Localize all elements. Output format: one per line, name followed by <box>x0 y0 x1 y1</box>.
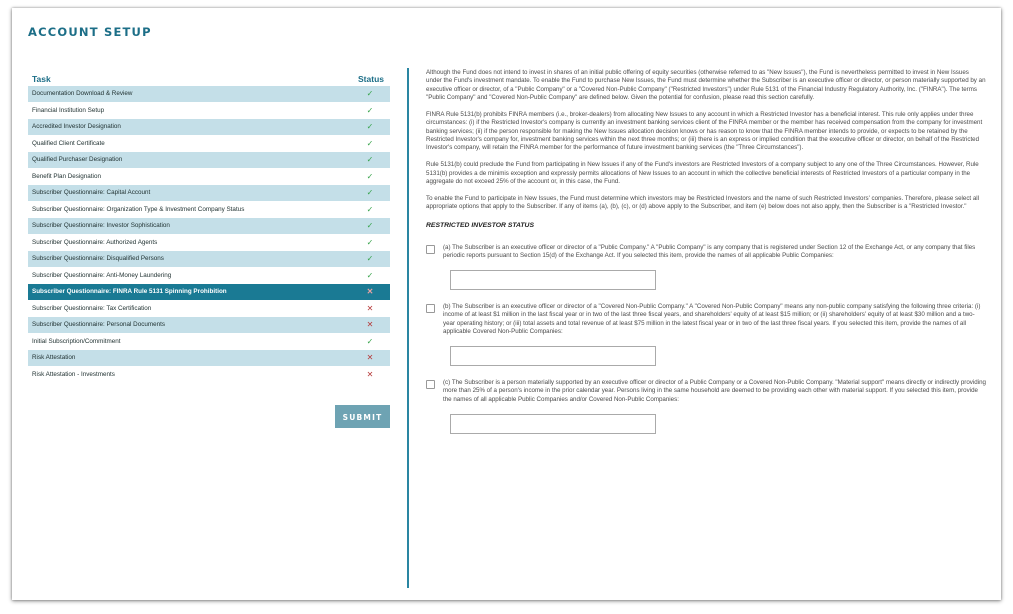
task-label: Subscriber Questionnaire: FINRA Rule 5131 Spinning Prohibition <box>32 288 227 296</box>
option-c-text: (c) The Subscriber is a person materially supported by an executive officer or director of a Public Company or a Covered Non-Public Company. "Material support" means directly or indirectly providing more than 25% of a person's income in the prior calendar year. Persons living in the same household are deemed to be providing each other with material support. If you selected this item, provide the names of all applicable Public Companies and/or Covered Non-Public Companies: <box>443 379 986 403</box>
check-icon: ✓ <box>366 204 374 214</box>
option-c-checkbox[interactable] <box>426 380 435 389</box>
task-label: Subscriber Questionnaire: Authorized Agents <box>32 238 158 246</box>
intro-paragraph-3: Rule 5131(b) could preclude the Fund from participating in New Issues if any of the Fund's investors are Restricted Investors of a company subject to any one of the Three Circumstances. However, Rule 5131(b) provides a de minimis exception and expressly permits allocations of New Issues to an account in which the collective beneficial interests of Restricted Investors of a particular company in the aggregate do not exceed 25% of the account or, in this case, the Fund. <box>426 161 979 185</box>
cross-icon: ✕ <box>366 369 374 379</box>
vertical-divider <box>407 68 409 588</box>
task-table <box>28 72 390 383</box>
task-row[interactable] <box>28 202 390 218</box>
intro-paragraph-1: Although the Fund does not intend to invest in shares of an initial public offering of equity securities (otherwise referred to as "New Issues"), the Fund is nevertheless permitted to invest in New Issues under the Fund's investment mandate. To enable the Fund to purchase New Issues, the Fund must determine whether the Subscriber is an executive officer or director, or person materially supported by an executive officer or director, of a "Public Company" or a "Covered Non-Public Company" ("Restricted Investors") under Rule 5131 of the Financial Industry Regulatory Authority, Inc. ("FINRA"). The terms "Public Company" and "Covered Non-Public Company" are defined below. Given the potential for confusion, please read this section carefully. <box>426 69 986 101</box>
task-list <box>28 86 390 382</box>
task-row[interactable] <box>28 136 390 152</box>
task-table-header <box>28 72 390 86</box>
task-row[interactable] <box>28 86 390 102</box>
task-row[interactable] <box>28 235 390 251</box>
task-row[interactable] <box>28 284 390 300</box>
task-row[interactable] <box>28 268 390 284</box>
submit-button[interactable]: SUBMIT <box>335 405 390 428</box>
task-row[interactable] <box>28 301 390 317</box>
content-panel <box>426 69 986 447</box>
task-label: Qualified Purchaser Designation <box>32 156 123 164</box>
task-row[interactable] <box>28 350 390 366</box>
task-row[interactable] <box>28 185 390 201</box>
cross-icon: ✕ <box>366 287 374 297</box>
task-row[interactable] <box>28 367 390 383</box>
task-label: Initial Subscription/Commitment <box>32 337 121 345</box>
cross-icon: ✕ <box>366 353 374 363</box>
task-label: Subscriber Questionnaire: Personal Documents <box>32 321 166 329</box>
task-label: Qualified Client Certificate <box>32 139 105 147</box>
option-b-text: (b) The Subscriber is an executive officer or director of a "Covered Non-Public Company." A "Covered Non-Public Company" means any non-public company satisfying the following three criteria: (i) income of at least $1 million in the last fiscal year or in two of the last three fiscal years, and shareholders' equity of at least $15 million; or (ii) shareholders' equity of at least $30 million and a two-year operating history; or (iii) total assets and total revenue of at least $75 million in the latest fiscal year or in two of the last three fiscal years. If you selected this item, provide the names of all applicable Covered Non-Public Companies: <box>443 303 981 335</box>
task-row[interactable] <box>28 317 390 333</box>
task-label: Documentation Download & Review <box>32 90 133 98</box>
option-b <box>426 303 986 336</box>
option-b-input[interactable] <box>450 346 656 366</box>
intro-paragraph-4: To enable the Fund to participate in New Issues, the Fund must determine which investors may be Restricted Investors and the name of such Restricted Investors' companies. Therefore, please select all appropriate options that apply to the Subscriber. If any of items (a), (b), (c), or (d) above apply to the Subscriber, and item (e) below does not also apply, then the Subscriber is a "Restricted Investor." <box>426 195 980 211</box>
check-icon: ✓ <box>366 89 374 99</box>
task-label: Subscriber Questionnaire: Investor Sophistication <box>32 222 170 230</box>
task-row[interactable] <box>28 152 390 168</box>
task-column-header: Task <box>32 74 51 84</box>
task-row[interactable] <box>28 119 390 135</box>
task-row[interactable] <box>28 103 390 119</box>
check-icon: ✓ <box>366 138 374 148</box>
task-label: Subscriber Questionnaire: Organization Type & Investment Company Status <box>32 205 245 213</box>
option-a <box>426 244 986 261</box>
check-icon: ✓ <box>366 221 374 231</box>
page-title: ACCOUNT SETUP <box>28 25 152 39</box>
status-column-header: Status <box>358 74 384 84</box>
check-icon: ✓ <box>366 105 374 115</box>
check-icon: ✓ <box>366 237 374 247</box>
task-label: Subscriber Questionnaire: Anti-Money Laundering <box>32 271 172 279</box>
task-label: Benefit Plan Designation <box>32 172 101 180</box>
check-icon: ✓ <box>366 254 374 264</box>
option-c <box>426 379 986 404</box>
cross-icon: ✕ <box>366 320 374 330</box>
check-icon: ✓ <box>366 188 374 198</box>
cross-icon: ✕ <box>366 303 374 313</box>
check-icon: ✓ <box>366 171 374 181</box>
check-icon: ✓ <box>366 270 374 280</box>
task-label: Accredited Investor Designation <box>32 123 121 131</box>
task-label: Subscriber Questionnaire: Tax Certification <box>32 304 152 312</box>
task-label: Subscriber Questionnaire: Capital Account <box>32 189 151 197</box>
task-label: Subscriber Questionnaire: Disqualified Persons <box>32 255 164 263</box>
task-label: Risk Attestation <box>32 354 76 362</box>
task-label: Financial Institution Setup <box>32 106 105 114</box>
account-setup-window <box>12 8 1001 600</box>
option-a-checkbox[interactable] <box>426 245 435 254</box>
task-row[interactable] <box>28 251 390 267</box>
check-icon: ✓ <box>366 155 374 165</box>
option-a-text: (a) The Subscriber is an executive officer or director of a "Public Company." A "Public Company" is any company that is registered under Section 12 of the Exchange Act, or any company that files periodic reports pursuant to Section 15(d) of the Exchange Act. If you selected this item, provide the names of all applicable Public Companies: <box>443 243 976 259</box>
section-heading: RESTRICTED INVESTOR STATUS <box>426 221 535 229</box>
intro-paragraph-2: FINRA Rule 5131(b) prohibits FINRA members (i.e., broker-dealers) from allocating New Issues to any account in which a Restricted Investor has a beneficial interest. This rule only applies under three circumstances: (i) if the Restricted Investor's company is currently an investment banking services client of the FINRA member or the member has received compensation from the company for investment banking services; (ii) if the person responsible for making the New Issues allocation decision knows or has reason to know that the FINRA member intends to provide, or expects to be retained by the Restricted Investor's company for, investment banking services within the next three months; or (iii) there is an express or implied condition that the executive officer or director, on behalf of the Restricted Investor's company, will retain the FINRA member for the performance of future investment banking services (the "Three Circumstances"). <box>426 111 983 151</box>
task-label: Risk Attestation - Investments <box>32 370 115 378</box>
option-b-checkbox[interactable] <box>426 304 435 313</box>
option-c-input[interactable] <box>450 414 656 434</box>
check-icon: ✓ <box>366 336 374 346</box>
option-a-input[interactable] <box>450 270 656 290</box>
task-row[interactable] <box>28 169 390 185</box>
task-row[interactable] <box>28 218 390 234</box>
task-row[interactable] <box>28 334 390 350</box>
check-icon: ✓ <box>366 122 374 132</box>
